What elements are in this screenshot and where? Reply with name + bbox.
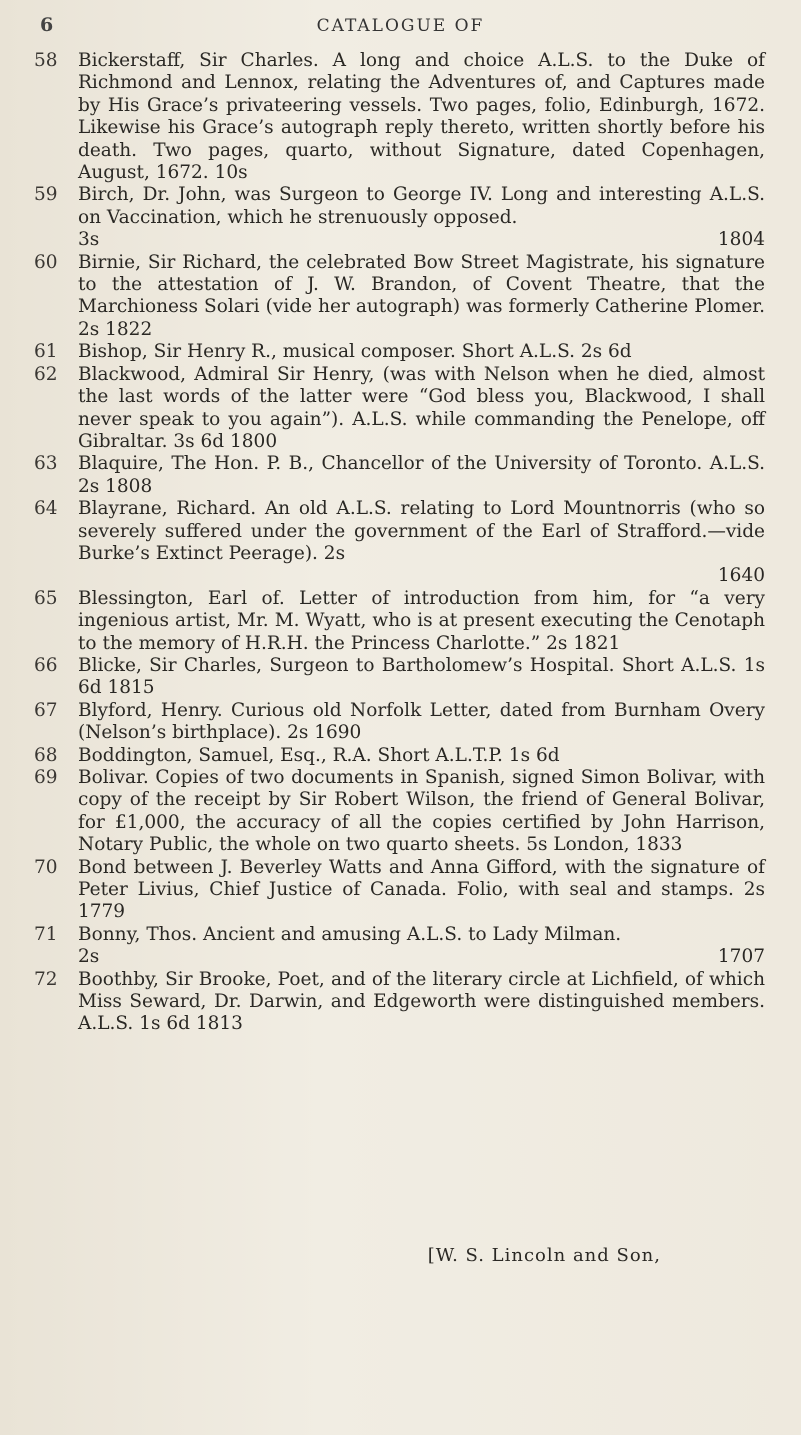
- entry-text: Blayrane, Richard. An old A.L.S. relating to Lord Mountnorris (who so severely suffered under the government of the Earl of Strafford.—vide Burke’s Extinct Peerage). 2s: [78, 498, 765, 564]
- entry-tail: [78, 565, 765, 587]
- entry-text: Bond between J. Beverley Watts and Anna Gifford, with the signature of Peter Livius, Chief Justice of Canada. Folio, with seal and stamps. 2s 1779: [78, 856, 765, 923]
- entry-date: 1707: [717, 946, 765, 968]
- entry-text: Birch, Dr. John, was Surgeon to George IV. Long and interesting A.L.S. on Vaccination, which he strenuously opposed.: [78, 184, 765, 228]
- running-title: CATALOGUE OF: [316, 16, 485, 36]
- entry-text: Blyford, Henry. Curious old Norfolk Letter, dated from Burnham Overy (Nelson’s birthplace). 2s 1690: [78, 699, 765, 744]
- entry-text: Bonny, Thos. Ancient and amusing A.L.S. to Lady Milman.: [78, 923, 622, 945]
- catalogue-entry: [0, 498, 801, 588]
- catch-line: [0, 1245, 801, 1266]
- entry-text: Blessington, Earl of. Letter of introduction from him, for “a very ingenious artist, Mr. M. Wyatt, who is at present executing the Cenotaph to the memory of H.R.H. the Princess Charlotte.” 2s 1821: [78, 587, 765, 654]
- entry-tail: [78, 946, 765, 968]
- entry-number: 63: [34, 453, 58, 475]
- entry-text: Boothby, Sir Brooke, Poet, and of the literary circle at Lichfield, of which Miss Seward, Dr. Darwin, and Edgeworth were distinguished members. A.L.S. 1s 6d 1813: [78, 968, 765, 1035]
- catalogue-entry: [0, 700, 801, 745]
- entry-number: 66: [34, 654, 58, 676]
- entry-text: Blaquire, The Hon. P. B., Chancellor of the University of Toronto. A.L.S. 2s 1808: [78, 453, 765, 497]
- catalogue-entry: [0, 745, 801, 767]
- entry-date: 1804: [717, 229, 765, 251]
- entry-tail: [78, 229, 765, 251]
- catalogue-entry: [0, 453, 801, 498]
- entry-text: Blicke, Sir Charles, Surgeon to Bartholomew’s Hospital. Short A.L.S. 1s 6d 1815: [78, 654, 765, 699]
- entry-number: 60: [34, 251, 58, 273]
- catalogue-entry: [0, 252, 801, 342]
- entry-text: Bishop, Sir Henry R., musical composer. Short A.L.S. 2s 6d: [78, 341, 632, 363]
- entry-number: 61: [34, 341, 58, 363]
- catalogue-entry: [0, 184, 801, 251]
- entry-number: 65: [34, 587, 58, 609]
- page-header: [0, 14, 801, 38]
- entry-text: Boddington, Samuel, Esq., R.A. Short A.L.T.P. 1s 6d: [78, 744, 560, 766]
- entry-number: 59: [34, 184, 58, 206]
- entry-date: 1640: [717, 565, 765, 587]
- catalogue-entry: [0, 341, 801, 363]
- entry-text: Bolivar. Copies of two documents in Spanish, signed Simon Bolivar, with copy of the receipt by Sir Robert Wilson, the friend of General Bolivar, for £1,000, the accuracy of all the copies certified by John Harrison, Notary Public, the whole on two quarto sheets. 5s London, 1833: [78, 767, 765, 856]
- catalogue-entry: [0, 924, 801, 969]
- entry-number: 71: [34, 923, 58, 945]
- entry-number: 62: [34, 363, 58, 385]
- page-number: 6: [40, 14, 54, 36]
- publisher-catchword: [W. S. Lincoln and Son,: [427, 1245, 661, 1266]
- catalogue-entry: [0, 364, 801, 454]
- catalogue-entries: [0, 50, 801, 1036]
- entry-number: 70: [34, 856, 58, 878]
- catalogue-entry: [0, 857, 801, 924]
- entry-number: 68: [34, 744, 58, 766]
- entry-number: 69: [34, 767, 58, 788]
- entry-text: Blackwood, Admiral Sir Henry, (was with Nelson when he died, almost the last words of the latter were “God bless you, Blackwood, I shall never speak to you again”). A.L.S. while commanding the Penelope, off Gibraltar. 3s 6d 1800: [78, 363, 765, 452]
- entry-number: 64: [34, 498, 58, 520]
- catalogue-entry: [0, 655, 801, 700]
- entry-price: 2s: [78, 946, 100, 968]
- catalogue-entry: [0, 767, 801, 857]
- entry-number: 67: [34, 699, 58, 721]
- catalogue-entry: [0, 50, 801, 184]
- entry-price: 3s: [78, 229, 100, 251]
- entry-text: Birnie, Sir Richard, the celebrated Bow Street Magistrate, his signature to the attestation of J. W. Brandon, of Covent Theatre, that the Marchioness Solari (vide her autograph) was formerly Catherine Plomer. 2s 1822: [78, 251, 765, 340]
- entry-text: Bickerstaff, Sir Charles. A long and choice A.L.S. to the Duke of Richmond and Lennox, relating the Adventures of, and Captures made by His Grace’s privateering vessels. Two pages, folio, Edinburgh, 1672. Likewise his Grace’s autograph reply thereto, written shortly before his death. Two pages, quarto, without Signature, dated Copenhagen, August, 1672. 10s: [78, 50, 765, 184]
- entry-number: 72: [34, 968, 58, 990]
- catalogue-entry: [0, 588, 801, 655]
- catalogue-entry: [0, 969, 801, 1036]
- entry-number: 58: [34, 50, 58, 71]
